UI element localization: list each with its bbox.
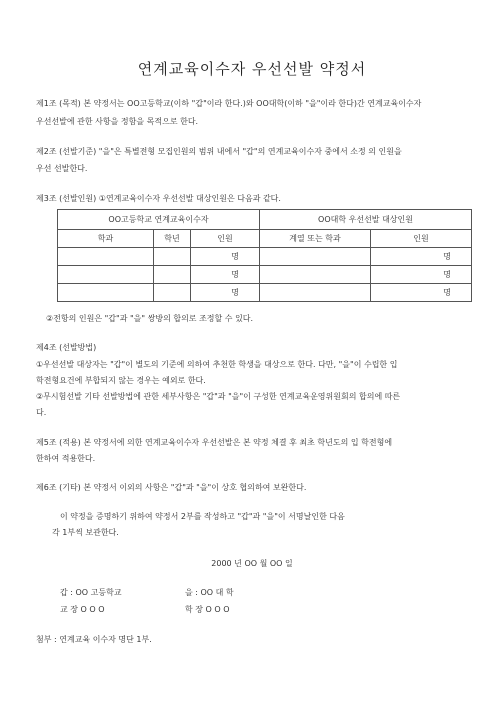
table-group-right: OO대학 우선선발 대상인원 [260, 210, 472, 230]
article-3-line-1: 제3조 (선발인원) ①연계교육이수자 우선선발 대상인원은 다음과 같다. [36, 194, 281, 203]
party-b-name: 을 : OO 대 학 [185, 588, 234, 597]
selection-table [57, 209, 472, 302]
article-4-line-4: 다. [36, 408, 47, 417]
table-col-grade: 학년 [154, 230, 191, 248]
table-cell-unit: 명 [371, 266, 472, 284]
table-cell [154, 248, 191, 266]
table-cell [154, 284, 191, 302]
article-4-line-3: ②무시험선발 기타 선발방법에 관한 세부사항은 "갑"과 "을"이 구성한 연계교육운영위원회의 합의에 따른 [36, 392, 401, 401]
table-col-count-left: 인원 [191, 230, 260, 248]
table-cell-unit: 명 [191, 248, 260, 266]
table-cell [154, 266, 191, 284]
table-col-dept: 학과 [58, 230, 154, 248]
table-cell [260, 284, 371, 302]
document-title: 연계교육이수자 우선선발 약정서 [137, 60, 367, 78]
table-cell [260, 248, 371, 266]
table-row [58, 284, 472, 302]
table-row [58, 248, 472, 266]
proof-line-1: 이 약정을 증명하기 위하여 약정서 2부를 작성하고 "갑"과 "을"이 서명날인한 다음 [60, 512, 345, 521]
table-cell [58, 284, 154, 302]
table-col-track: 계열 또는 학과 [260, 230, 371, 248]
article-4-heading: 제4조 (선발방법) [36, 343, 97, 352]
party-a-signatory: 교 장 O O O [60, 605, 105, 614]
article-6-line-1: 제6조 (기타) 본 약정서 이외의 사항은 "갑"과 "을"이 상호 협의하여 보완한다. [36, 483, 307, 492]
table-cell [58, 266, 154, 284]
article-2-line-2: 우선 선발한다. [36, 164, 88, 173]
table-col-count-right: 인원 [371, 230, 472, 248]
table-cell-unit: 명 [371, 284, 472, 302]
party-b-signatory: 학 장 O O O [185, 605, 230, 614]
table-cell [260, 266, 371, 284]
party-a-name: 갑 : OO 고등학교 [60, 588, 122, 597]
article-5-line-2: 한하여 적용한다. [36, 454, 96, 463]
table-cell-unit: 명 [191, 284, 260, 302]
proof-line-2: 각 1부씩 보관한다. [52, 528, 119, 537]
article-2-line-1: 제2조 (선발기준) "을"은 특별전형 모집인원의 범위 내에서 "갑"의 연계교육이수자 중에서 소정 의 인원을 [36, 147, 402, 156]
table-group-left: OO고등학교 연계교육이수자 [58, 210, 260, 230]
attachment-note: 첨부 : 연계교육 이수자 명단 1부. [36, 635, 152, 644]
article-4-line-2: 학전형요건에 부합되지 않는 경우는 예외로 한다. [36, 376, 206, 385]
table-cell-unit: 명 [371, 248, 472, 266]
article-3-line-2: ②전항의 인원은 "갑"과 "을" 쌍방의 합의로 조정할 수 있다. [46, 314, 254, 323]
table-row [58, 266, 472, 284]
article-1-line-2: 우선선발에 관한 사항을 정함을 목적으로 한다. [36, 117, 199, 126]
signing-date: 2000 년 OO 월 OO 일 [211, 559, 293, 568]
table-cell [58, 248, 154, 266]
table-cell-unit: 명 [191, 266, 260, 284]
article-1-line-1: 제1조 (목적) 본 약정서는 OO고등학교(이하 "갑"이라 한다.)와 OO대학(이하 "을"이라 한다)간 연계교육이수자 [36, 99, 422, 108]
article-4-line-1: ①우선선발 대상자는 "갑"이 별도의 기준에 의하여 추천한 학생을 대상으로 한다. 다만, "을"이 수립한 입 [36, 360, 398, 369]
article-5-line-1: 제5조 (적용) 본 약정서에 의한 연계교육이수자 우선선발은 본 약정 체결 후 최초 학년도의 입 학전형에 [36, 438, 393, 447]
